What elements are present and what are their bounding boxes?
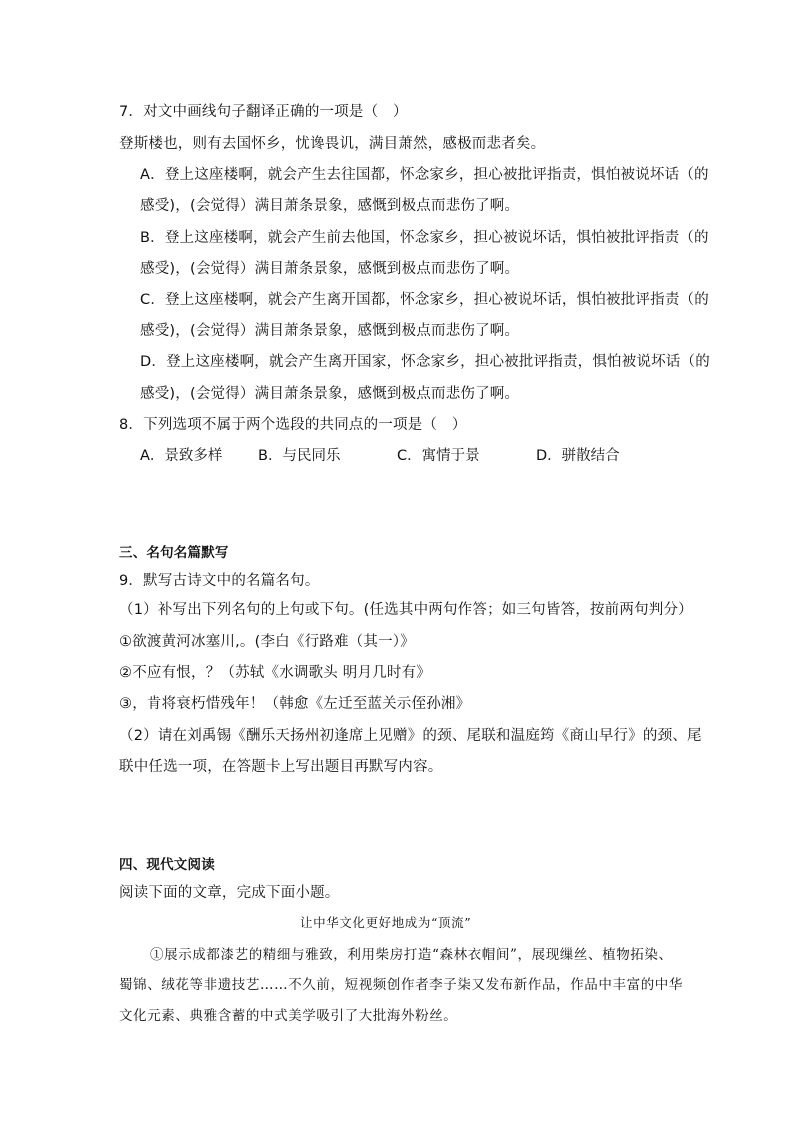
section3-heading: 三、名句名篇默写 <box>119 545 229 561</box>
article-paragraph-line3: 文化元素、典雅含蓄的中式美学吸引了大批海外粉丝。 <box>119 1008 458 1024</box>
q7-option-d-line2: 感受)，(会觉得）满目萧条景象，感慨到极点而悲伤了啊。 <box>140 386 520 402</box>
q7-option-b-line2: 感受)，(会觉得）满目萧条景象，感慨到极点而悲伤了啊。 <box>140 261 520 277</box>
q9-part2-line1: （2）请在刘禹锡《酬乐天扬州初逢席上见赠》的颈、尾联和温庭筠《商山早行》的颈、尾 <box>119 728 702 744</box>
q7-option-a-line2: 感受)，(会觉得）满目萧条景象，感慨到极点而悲伤了啊。 <box>140 198 520 214</box>
article-title: 让中华文化更好地成为“顶流” <box>300 915 472 930</box>
q9-part2-line2: 联中任选一项，在答题卡上写出题目再默写内容。 <box>119 759 443 775</box>
q8-option-c: C．寓情于景 <box>397 448 480 464</box>
q8-option-d: D．骈散结合 <box>536 448 620 464</box>
q8-stem: 8．下列选项不属于两个选段的共同点的一项是（ ） <box>119 417 467 433</box>
q7-option-c-line2: 感受)，(会觉得）满目萧条景象，感慨到极点而悲伤了啊。 <box>140 323 520 339</box>
q8-option-a: A．景致多样 <box>140 448 223 464</box>
q9-item-2: ②不应有恨，？（苏轼《水调歌头 明月几时有》 <box>119 665 432 681</box>
q8-option-b: B．与民同乐 <box>258 448 341 464</box>
q9-stem: 9．默写古诗文中的名篇名句。 <box>119 573 320 589</box>
article-paragraph-line1: ①展示成都漆艺的精细与雅致，利用柴房打造“森林衣帽间”，展现缫丝、植物拓染、 <box>150 947 673 963</box>
q7-option-a-line1: A．登上这座楼啊，就会产生去往国都，怀念家乡，担心被批评指责，惧怕被说坏话（的 <box>140 167 709 183</box>
q9-item-1: ①欲渡黄河冰塞川,。(李白《行路难（其一）》 <box>119 634 415 650</box>
q7-option-b-line1: B．登上这座楼啊，就会产生前去他国，怀念家乡，担心被说坏话，惧怕被批评指责（的 <box>140 230 709 246</box>
q7-option-c-line1: C．登上这座楼啊，就会产生离开国都，怀念家乡，担心被说坏话，惧怕被批评指责（的 <box>140 292 709 308</box>
q7-option-d-line1: D．登上这座楼啊，就会产生离开国家，怀念家乡，担心被批评指责，惧怕被说坏话（的 <box>140 354 710 370</box>
section4-instruction: 阅读下面的文章，完成下面小题。 <box>119 885 340 901</box>
q9-part1: （1）补写出下列名句的上句或下句。(任选其中两句作答；如三句皆答，按前两句判分） <box>119 602 693 618</box>
q9-item-3: ③，肯将衰朽惜残年！（韩愈《左迁至蓝关示侄孙湘》 <box>119 696 471 712</box>
q7-stem: 7．对文中画线句子翻译正确的一项是（ ） <box>119 104 408 120</box>
section4-heading: 四、现代文阅读 <box>119 857 215 873</box>
article-paragraph-line2: 蜀锦、绒花等非遗技艺……不久前，短视频创作者李子柒又发布新作品，作品中丰富的中华 <box>119 977 683 993</box>
q7-sentence: 登斯楼也，则有去国怀乡，忧谗畏讥，满目萧然，感极而悲者矣。 <box>119 136 546 152</box>
